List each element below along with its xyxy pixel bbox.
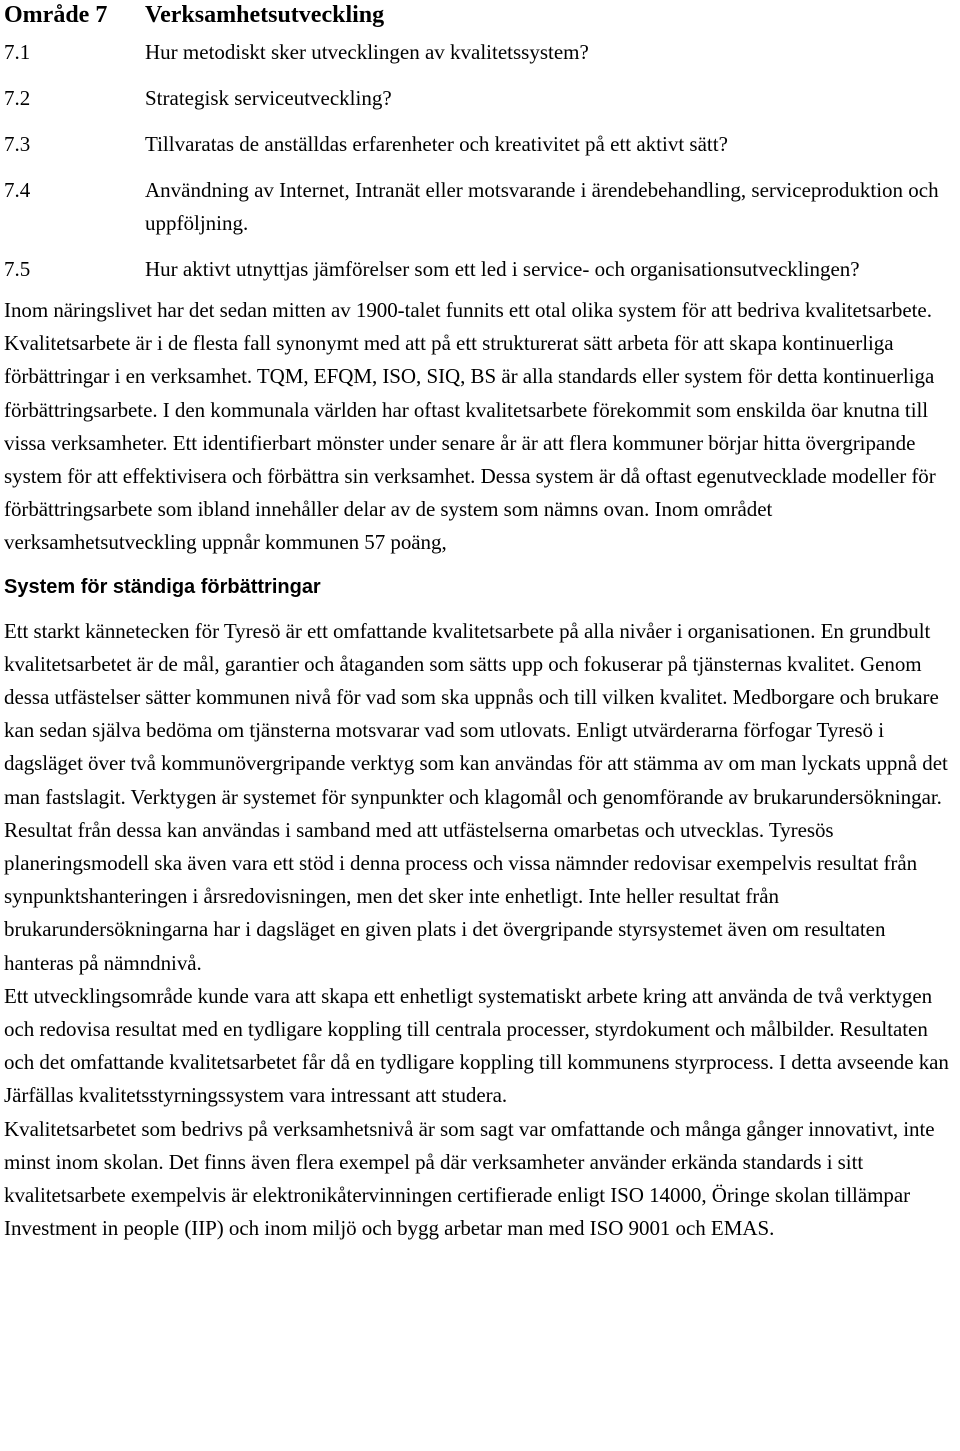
question-text: Strategisk serviceutveckling? [145, 86, 392, 110]
section-heading [4, 0, 960, 30]
subheading: System för ständiga förbättringar [4, 575, 321, 598]
question-number: 7.5 [4, 257, 31, 281]
question-item [4, 36, 960, 69]
question-number: 7.2 [4, 86, 31, 110]
body-paragraph: Ett utvecklingsområde kunde vara att skapa ett enhetligt systematiskt arbete kring att använda de två verktygen och redovisa resultat med en tydligare koppling till centrala processer, styrdokument och målbilder. Resultaten och det omfattande kvalitetsarbetet får då en tydligare koppling till kommunens styrprocess. I detta avseende kan Järfällas kvalitetsstyrningssystem vara intressant att studera. [4, 983, 949, 1108]
question-text: Hur aktivt utnyttjas jämförelser som ett led i service- och organisationsutvecklingen? [145, 257, 860, 281]
question-number: 7.1 [4, 40, 31, 64]
section-number: Område 7 [4, 2, 108, 28]
section-title: Verksamhetsutveckling [145, 2, 385, 28]
question-item [4, 128, 960, 161]
question-item [4, 253, 960, 286]
question-item [4, 82, 960, 115]
intro-paragraph: Inom näringslivet har det sedan mitten av 1900-talet funnits ett otal olika system för att bedriva kvalitetsarbete. Kvalitetsarbete är i de flesta fall synonymt med att på ett strukturerat sätt arbeta för att skapa kontinuerliga förbättringar i en verksamhet. TQM, EFQM, ISO, SIQ, BS är alla standards eller system för detta kontinuerliga förbättringsarbete. I den kommunala världen har oftast kvalitetsarbete förekommit som enskilda öar knutna till vissa verksamheter. Ett identifierbart mönster under senare år är att flera kommuner börjar hitta övergripande system för att effektivisera och förbättra sin verksamhet. Dessa system är då oftast egenutvecklade modeller för förbättringsarbete som ibland innehåller delar av de system som nämns ovan. Inom området verksamhetsutveckling uppnår kommunen 57 poäng, [4, 298, 936, 555]
body-paragraph: Kvalitetsarbetet som bedrivs på verksamhetsnivå är som sagt var omfattande och många gånger innovativt, inte minst inom skolan. Det finns även flera exempel på där verksamheter använder erkända standards i sitt kvalitetsarbete exempelvis är elektronikåtervinningen certifierade enligt ISO 14000, Öringe skolan tillämpar Investment in people (IIP) och inom miljö och bygg arbetar man med ISO 9001 och EMAS. [4, 1116, 935, 1241]
body-paragraph: Ett starkt kännetecken för Tyresö är ett omfattande kvalitetsarbete på alla nivåer i organisationen. En grundbult kvalitetsarbetet är de mål, garantier och åtaganden som sätts upp och fokuserar på tjänsternas kvalitet. Genom dessa utfästelser sätter kommunen nivå för vad som ska uppnås och till vilken kvalitet. Medborgare och brukare kan sedan själva bedöma om tjänsterna motsvarar vad som utlovats. Enligt utvärderarna förfogar Tyresö i dagsläget över två kommunövergripande verktyg som kan användas för att stämma av om man lyckats uppnå det man fastslagit. Verktygen är systemet för synpunkter och klagomål och genomförande av brukarundersökningar. Resultat från dessa kan användas i samband med att utfästelserna omarbetas och utvecklas. Tyresös planeringsmodell ska även vara ett stöd i denna process och vissa nämnder redovisar exempelvis resultat från synpunktshanteringen i årsredovisningen, men det sker inte enhetligt. Inte heller resultat från brukarundersökningarna har i dagsläget en given plats i det övergripande styrsystemet även om resultaten hanteras på nämndnivå. [4, 618, 948, 975]
question-text: Hur metodiskt sker utvecklingen av kvalitetssystem? [145, 40, 589, 64]
question-item [4, 174, 960, 240]
question-list [4, 36, 960, 286]
document-page [4, 0, 960, 1245]
question-text: Tillvaratas de anställdas erfarenheter och kreativitet på ett aktivt sätt? [145, 132, 728, 156]
question-text: Användning av Internet, Intranät eller motsvarande i ärendebehandling, serviceproduktion och uppföljning. [145, 178, 939, 235]
question-number: 7.4 [4, 178, 31, 202]
question-number: 7.3 [4, 132, 31, 156]
